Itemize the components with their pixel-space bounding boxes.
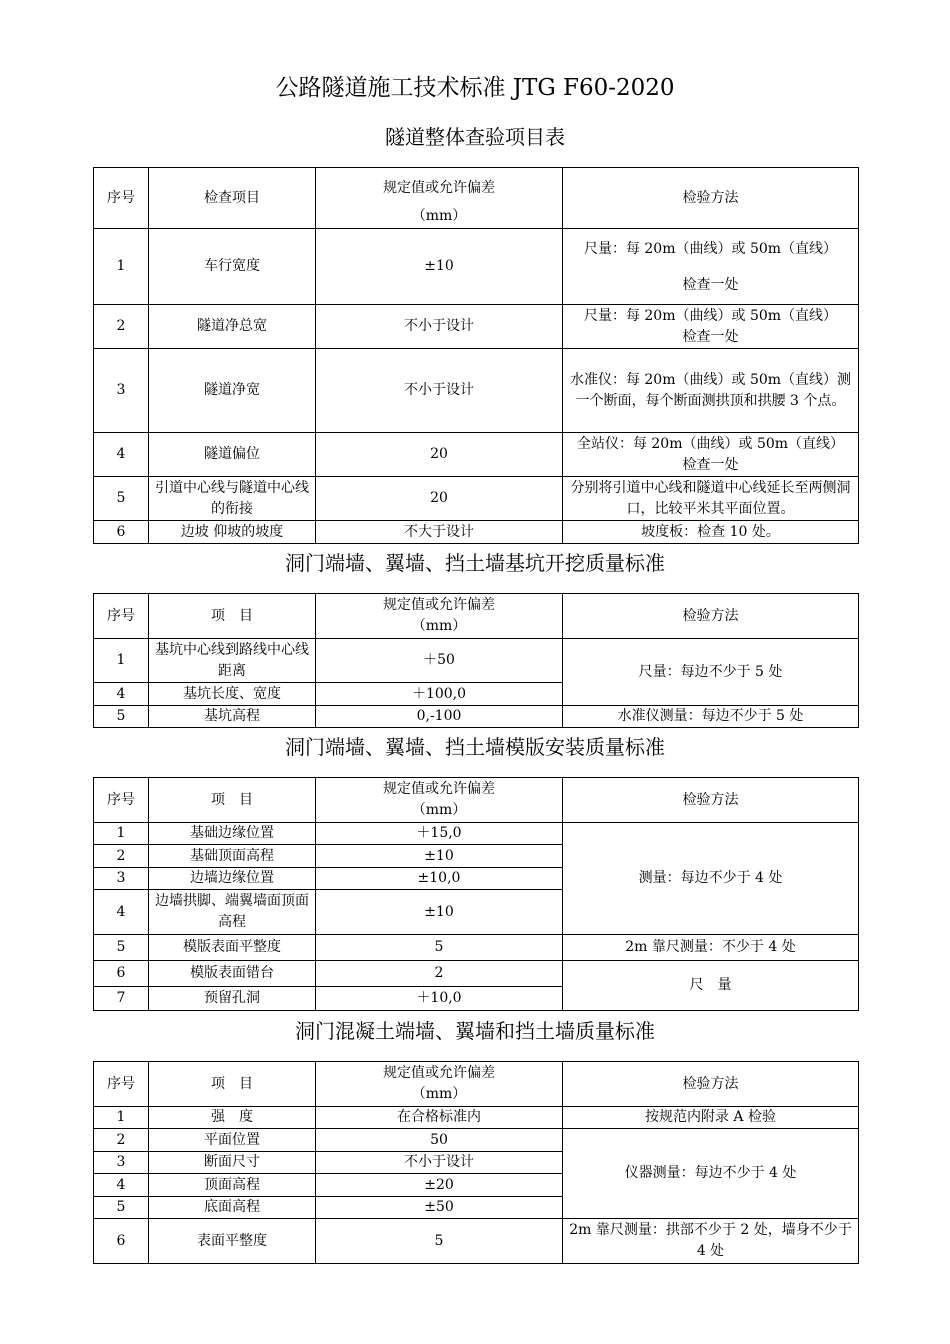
table-header-row: [94, 1062, 859, 1107]
table-formwork-installation: [93, 777, 859, 1011]
cell-item: 基坑高程: [149, 706, 316, 728]
table-row: [94, 229, 859, 305]
cell-no: 6: [94, 521, 149, 544]
cell-item: 隧道偏位: [149, 433, 316, 477]
header-item: 项 目: [149, 1062, 316, 1107]
cell-tolerance: 不大于设计: [316, 521, 563, 544]
cell-no: 2: [94, 1129, 149, 1152]
cell-item: 引道中心线与隧道中心线的衔接: [149, 477, 316, 521]
cell-item: 底面高程: [149, 1197, 316, 1219]
cell-item: 隧道净总宽: [149, 305, 316, 349]
page-title: 公路隧道施工技术标准 JTG F60-2020: [275, 75, 675, 101]
cell-tolerance: 50: [316, 1129, 563, 1152]
cell-method: 坡度板：检查 10 处。: [563, 521, 859, 544]
cell-no: 5: [94, 477, 149, 521]
cell-tolerance: ±10,0: [316, 868, 563, 890]
cell-item: 边墙拱脚、端翼墙面顶面高程: [149, 890, 316, 935]
cell-item: 断面尺寸: [149, 1152, 316, 1174]
cell-no: 1: [94, 229, 149, 305]
cell-no: 2: [94, 305, 149, 349]
cell-tolerance: ±10: [316, 890, 563, 935]
cell-tolerance: ±20: [316, 1174, 563, 1197]
header-no: 序号: [94, 778, 149, 823]
cell-no: 4: [94, 683, 149, 706]
cell-method: 按规范内附录 A 检验: [563, 1107, 859, 1129]
table-overall-inspection: [93, 167, 859, 544]
cell-item: 边坡 仰坡的坡度: [149, 521, 316, 544]
cell-item: 车行宽度: [149, 229, 316, 305]
header-method: 检验方法: [563, 1062, 859, 1107]
cell-item: 基坑长度、宽度: [149, 683, 316, 706]
cell-method: 水准仪：每 20m（曲线）或 50m（直线）测一个断面，每个断面测拱顶和拱腰 3 个点。: [563, 349, 859, 433]
header-item: 项 目: [149, 594, 316, 639]
cell-method-merged: 测量：每边不少于 4 处: [563, 823, 859, 935]
cell-tolerance: ±50: [316, 1197, 563, 1219]
cell-no: 1: [94, 823, 149, 845]
cell-item: 表面平整度: [149, 1219, 316, 1264]
cell-no: 2: [94, 845, 149, 868]
cell-method: 水准仪测量：每边不少于 5 处: [563, 706, 859, 728]
cell-item: 基础边缘位置: [149, 823, 316, 845]
table-header-row: [94, 168, 859, 229]
cell-item: 顶面高程: [149, 1174, 316, 1197]
cell-item: 基坑中心线到路线中心线距离: [149, 639, 316, 683]
cell-tolerance: 不小于设计: [316, 305, 563, 349]
table-row: [94, 823, 859, 845]
cell-method-merged: 尺 量: [563, 961, 859, 1011]
cell-tolerance: ＋50: [316, 639, 563, 683]
cell-tolerance: ±10: [316, 229, 563, 305]
cell-tolerance: ＋100,0: [316, 683, 563, 706]
header-item: 项 目: [149, 778, 316, 823]
cell-item: 模版表面错台: [149, 961, 316, 987]
section-title-overall-inspection: 隧道整体查验项目表: [385, 125, 565, 149]
table-row: [94, 477, 859, 521]
cell-item: 预留孔洞: [149, 987, 316, 1011]
cell-method: 全站仪：每 20m（曲线）或 50m（直线） 检查一处: [563, 433, 859, 477]
table-row: [94, 706, 859, 728]
table-header-row: [94, 778, 859, 823]
header-tolerance: 规定值或允许偏差 （mm）: [316, 778, 563, 823]
header-method: 检验方法: [563, 168, 859, 229]
cell-tolerance: 5: [316, 935, 563, 961]
table-row: [94, 639, 859, 683]
cell-item: 基础顶面高程: [149, 845, 316, 868]
table-row: [94, 935, 859, 961]
cell-no: 5: [94, 706, 149, 728]
section-title-foundation-excavation: 洞门端墙、翼墙、挡土墙基坑开挖质量标准: [285, 551, 665, 575]
table-row: [94, 305, 859, 349]
header-no: 序号: [94, 168, 149, 229]
cell-item: 强 度: [149, 1107, 316, 1129]
cell-no: 4: [94, 1174, 149, 1197]
cell-no: 6: [94, 1219, 149, 1264]
cell-method-merged: 尺量：每边不少于 5 处: [563, 639, 859, 706]
cell-no: 4: [94, 433, 149, 477]
cell-item: 隧道净宽: [149, 349, 316, 433]
cell-tolerance: ＋10,0: [316, 987, 563, 1011]
header-method: 检验方法: [563, 778, 859, 823]
cell-tolerance: 2: [316, 961, 563, 987]
header-method: 检验方法: [563, 594, 859, 639]
header-tolerance: 规定值或允许偏差 （mm）: [316, 594, 563, 639]
header-no: 序号: [94, 594, 149, 639]
cell-tolerance: 20: [316, 433, 563, 477]
cell-no: 4: [94, 890, 149, 935]
table-row: [94, 1107, 859, 1129]
table-row: [94, 1129, 859, 1152]
cell-method: 2m 靠尺测量：不少于 4 处: [563, 935, 859, 961]
cell-tolerance: 在合格标准内: [316, 1107, 563, 1129]
cell-method: 尺量：每 20m（曲线）或 50m（直线） 检查一处: [563, 229, 859, 305]
cell-no: 6: [94, 961, 149, 987]
cell-method: 分别将引道中心线和隧道中心线延长至两侧洞口，比较平米其平面位置。: [563, 477, 859, 521]
cell-no: 7: [94, 987, 149, 1011]
table-row: [94, 521, 859, 544]
table-concrete-walls: [93, 1061, 859, 1264]
table-row: [94, 349, 859, 433]
header-tolerance: 规定值或允许偏差 （mm）: [316, 1062, 563, 1107]
cell-tolerance: 0,-100: [316, 706, 563, 728]
cell-no: 3: [94, 868, 149, 890]
header-no: 序号: [94, 1062, 149, 1107]
section-title-formwork-installation: 洞门端墙、翼墙、挡土墙模版安装质量标准: [285, 735, 665, 759]
cell-method: 尺量：每 20m（曲线）或 50m（直线） 检查一处: [563, 305, 859, 349]
cell-tolerance: 20: [316, 477, 563, 521]
cell-tolerance: ±10: [316, 845, 563, 868]
header-item: 检查项目: [149, 168, 316, 229]
table-header-row: [94, 594, 859, 639]
cell-tolerance: 不小于设计: [316, 1152, 563, 1174]
cell-no: 1: [94, 1107, 149, 1129]
cell-tolerance: 5: [316, 1219, 563, 1264]
cell-method: 2m 靠尺测量：拱部不少于 2 处，墙身不少于 4 处: [563, 1219, 859, 1264]
cell-method-merged: 仪器测量：每边不少于 4 处: [563, 1129, 859, 1219]
table-row: [94, 1219, 859, 1264]
header-tolerance: 规定值或允许偏差 （mm）: [316, 168, 563, 229]
table-row: [94, 433, 859, 477]
section-title-concrete-walls: 洞门混凝土端墙、翼墙和挡土墙质量标准: [295, 1019, 655, 1043]
cell-tolerance: 不小于设计: [316, 349, 563, 433]
cell-no: 3: [94, 349, 149, 433]
table-foundation-excavation: [93, 593, 859, 728]
cell-no: 5: [94, 935, 149, 961]
cell-item: 模版表面平整度: [149, 935, 316, 961]
cell-item: 平面位置: [149, 1129, 316, 1152]
cell-item: 边墙边缘位置: [149, 868, 316, 890]
table-row: [94, 961, 859, 987]
cell-no: 5: [94, 1197, 149, 1219]
cell-tolerance: ＋15,0: [316, 823, 563, 845]
cell-no: 1: [94, 639, 149, 683]
cell-no: 3: [94, 1152, 149, 1174]
